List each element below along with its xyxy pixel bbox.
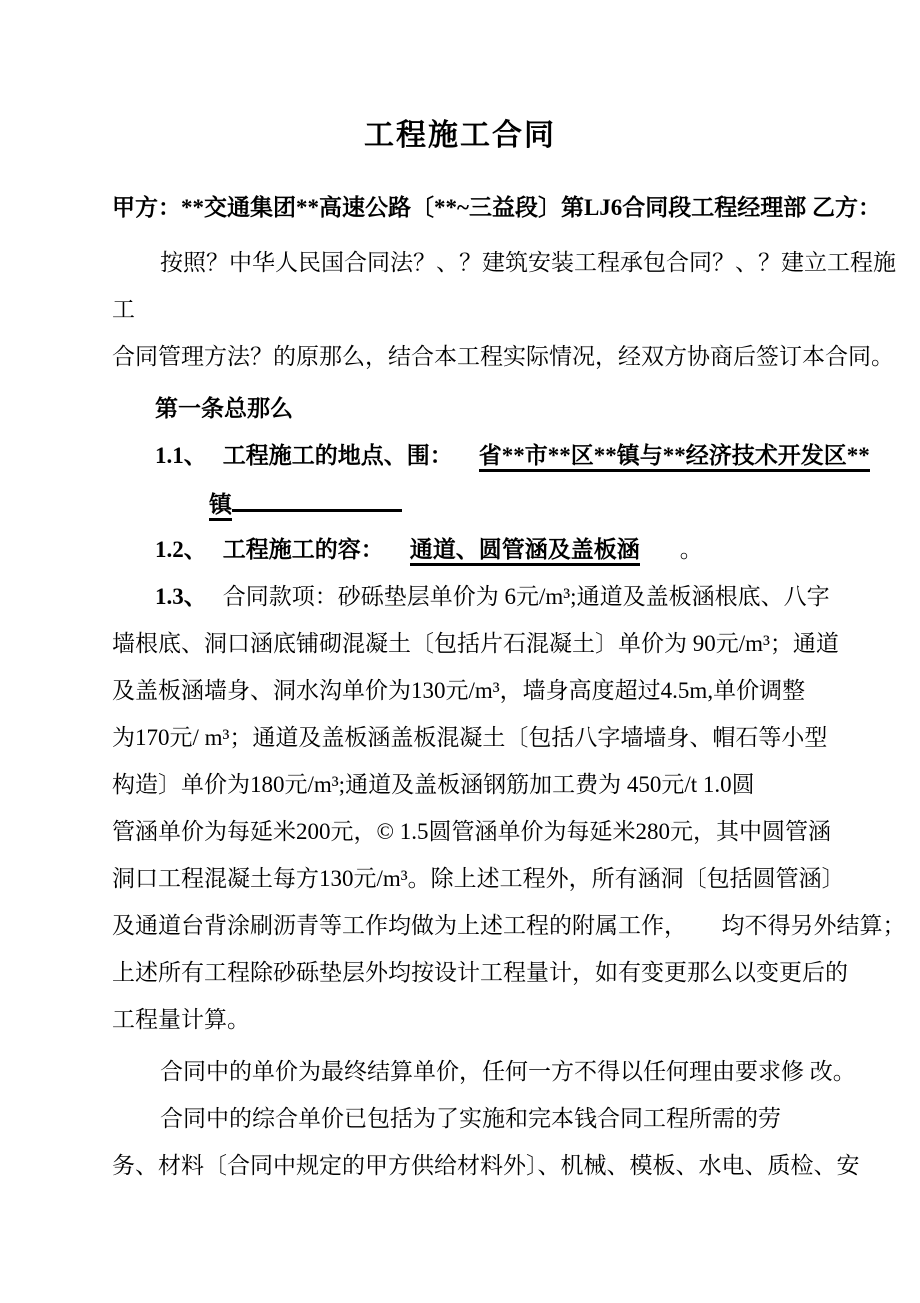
intro-line-3: 合同管理方法？的原那么，结合本工程实际情况，经双方协商后签订本合同。 [112,344,894,369]
clause-1-3-line-7: 及通道台背涂刷沥青等工作均做为上述工程的附属工作， 均不得另外结算； [112,913,906,938]
section-1-heading: 第一条总那么 [155,396,293,421]
document-title: 工程施工合同 [364,119,556,152]
party-line: 甲方：**交通集团**高速公路〔**~三益段〕第LJ6合同段工程经理部 乙方： [112,195,882,220]
intro-line-2: 工 [112,297,135,322]
document-body [0,156,920,1189]
para-final-price: 合同中的单价为最终结算单价，任何一方不得以任何理由要求修 改。 [160,1059,856,1084]
clause-1-2-label: 工程施工的容： [222,537,384,562]
clause-1-3-line-2: 及盖板涵墙身、洞水沟单价为130元/m³，墙身高度超过4.5m,单价调整 [112,678,806,703]
intro-line-1: 按照？中华人民国合同法？、？建筑安装工程承包合同？、？建立工程施 [160,250,896,275]
clause-1-3-number: 1.3、 [155,584,207,609]
clause-1-3-line-9: 工程量计算。 [112,1007,250,1032]
clause-1-3-line-8: 上述所有工程除砂砾垫层外均按设计工程量计，如有变更那么以变更后的 [112,960,848,985]
clause-1-1-label: 工程施工的地点、围： [222,443,453,468]
clause-1-1-number: 1.1、 [155,443,207,468]
clause-1-3 [112,573,830,620]
clause-1-3-line-4: 构造〕单价为180元/m³;通道及盖板涵钢筋加工费为 450元/t 1.0圆 [112,772,755,797]
para-price-includes-line-1: 合同中的综合单价已包括为了实施和完本钱合同工程所需的劳 [160,1106,781,1131]
clause-1-2-number: 1.2、 [155,537,207,562]
clause-1-1-value: 省**市**区**镇与**经济技术开发区** [479,443,870,472]
para-price-includes-line-2: 务、材料〔合同中规定的甲方供给材料外〕、机械、模板、水电、质检、安 [112,1153,860,1178]
blank-underline [232,479,402,512]
clause-1-1-value-line2 [112,479,812,526]
clause-1-3-line-6: 洞口工程混凝土每方130元/m³。除上述工程外，所有涵洞〔包括圆管涵〕 [112,866,845,891]
clause-1-3-line-5: 管涵单价为每延米200元，© 1.5圆管涵单价为每延米280元，其中圆管涵 [112,819,831,844]
clause-1-2-period: 。 [679,537,703,562]
clause-1-2 [112,526,812,573]
clause-1-3-line-1: 墙根底、洞口涵底铺砌混凝土〔包括片石混凝土〕单价为 90元/m³；通道 [112,631,839,656]
clause-1-3-line-3: 为170元/ m³；通道及盖板涵盖板混凝土〔包括八字墙墙身、帽石等小型 [112,725,828,750]
clause-1-2-value: 通道、圆管涵及盖板涵 [410,537,640,566]
clause-1-1-value-continued: 镇 [209,492,232,521]
clause-1-3-lead: 合同款项：砂砾垫层单价为 6元/m³;通道及盖板涵根底、八字 [222,584,830,609]
clause-1-1 [112,432,870,479]
